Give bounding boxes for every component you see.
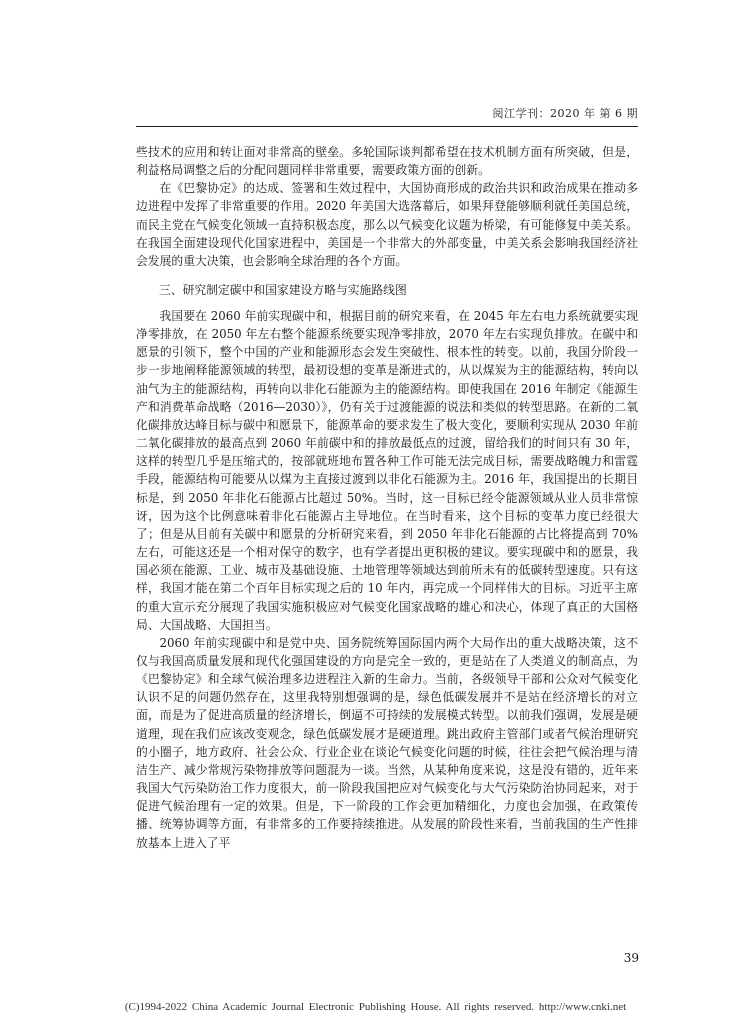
paragraph-strategic-decision: 2060 年前实现碳中和是党中央、国务院统筹国际国内两个大局作出的重大战略决策，这不仅与我国高质量发展和现代化强国建设的方向是完全一致的，更是站在了人类道义的制高点，为《巴黎协定》和全球气候治理多边进程注入新的生命力。当前，各级领导干部和公众对气候变化认识不足的问题仍然存在，这里我特别想强调的是，绿色低碳发展并不是站在经济增长的对立面，而是为了促进高质量的经济增长，倒逼不可持续的发展模式转型。以前我们强调，发展是硬道理，现在我们应该改变观念，绿色低碳发展才是硬道理。跳出政府主管部门或者气候治理研究的小圈子，地方政府、社会公众、行业企业在谈论气候变化问题的时候，往往会把气候治理与清洁生产、减少常规污染物排放等问题混为一谈。当然，从某种角度来说，这是没有错的，近年来我国大气污染防治工作力度很大，前一阶段我国把应对气候变化与大气污染防治协同起来，对于促进气候治理有一定的效果。但是，下一阶段的工作会更加精细化，力度也会加强，在政策传播、统筹协调等方面，有非常多的工作要持续推进。从发展的阶段性来看，当前我国的生产性排放基本上进入了平	[136, 635, 638, 850]
journal-header: 阅江学刊：2020 年 第 6 期	[492, 107, 638, 120]
paragraph-carbon-neutral-roadmap: 我国要在 2060 年前实现碳中和，根据目前的研究来看，在 2045 年左右电力系统就要实现净零排放，在 2050 年左右整个能源系统要实现净零排放，2070 年左右实现负排放。在碳中和愿景的引领下，整个中国的产业和能源形态会发生突破性、根本性的转变。以前，我国分阶段一步一步地阐释能源领域的转型，最初设想的变革是渐进式的，从以煤炭为主的能源结构，转向以油气为主的能源结构，再转向以非化石能源为主的能源结构。即使我国在 2016 年制定《能源生产和消费革命战略（2016—2030）》，仍有关于过渡能源的说法和类似的转型思路。在新的二氧化碳排放达峰目标与碳中和愿景下，能源革命的要求发生了极大变化，要顺利实现从 2030 年前二氧化碳排放的最高点到 2060 年前碳中和的排放最低点的过渡，留给我们的时间只有 30 年，这样的转型几乎是压缩式的，按部就班地布置各种工作可能无法完成目标，需要战略魄力和雷霆手段，能源结构可能要从以煤为主直接过渡到以非化石能源为主。2016 年，我国提出的长期目标是，到 2050 年非化石能源占比超过 50%。当时，这一目标已经令能源领域从业人员非常惊讶，因为这个比例意味着非化石能源占主导地位。在当时看来，这个目标的变革力度已经很大了；但是从目前有关碳中和愿景的分析研究来看，到 2050 年非化石能源的占比将提高到 70% 左右，可能这还是一个相对保守的数字，也有学者提出更积极的建议。要实现碳中和的愿景，我国必须在能源、工业、城市及基础设施、土地管理等领域达到前所未有的低碳转型速度。只有这样，我国才能在第二个百年目标实现之后的 10 年内，再完成一个同样伟大的目标。习近平主席的重大宣示充分展现了我国实施积极应对气候变化国家战略的雄心和决心，体现了真正的大国格局、大国战略、大国担当。	[136, 309, 638, 632]
top-text-block	[136, 143, 638, 270]
header-rule	[136, 126, 638, 127]
paragraph-continuation: 些技术的应用和转让面对非常高的壁垒。多轮国际谈判都希望在技术机制方面有所突破，但是，利益格局调整之后的分配问题同样非常重要，需要政策方面的创新。	[136, 145, 638, 178]
page-number: 39	[623, 951, 639, 965]
section-heading: 三、研究制定碳中和国家建设方略与实施路线图	[159, 283, 407, 297]
paragraph-paris-agreement: 在《巴黎协定》的达成、签署和生效过程中，大国协商形成的政治共识和政治成果在推动多边进程中发挥了非常重要的作用。2020 年美国大选落幕后，如果拜登能够顺利就任美国总统，而民主党在气候变化领域一直持积极态度，那么以气候变化议题为桥梁，有可能修复中美关系。在我国全面建设现代化国家进程中，美国是一个非常大的外部变量，中美关系会影响我国经济社会发展的重大决策，也会影响全球治理的各个方面。	[136, 181, 638, 268]
section-text-block	[136, 307, 638, 852]
copyright-footer: (C)1994-2022 China Academic Journal Electronic Publishing House. All rights reserved. http://www.cnki.net	[124, 1001, 627, 1013]
